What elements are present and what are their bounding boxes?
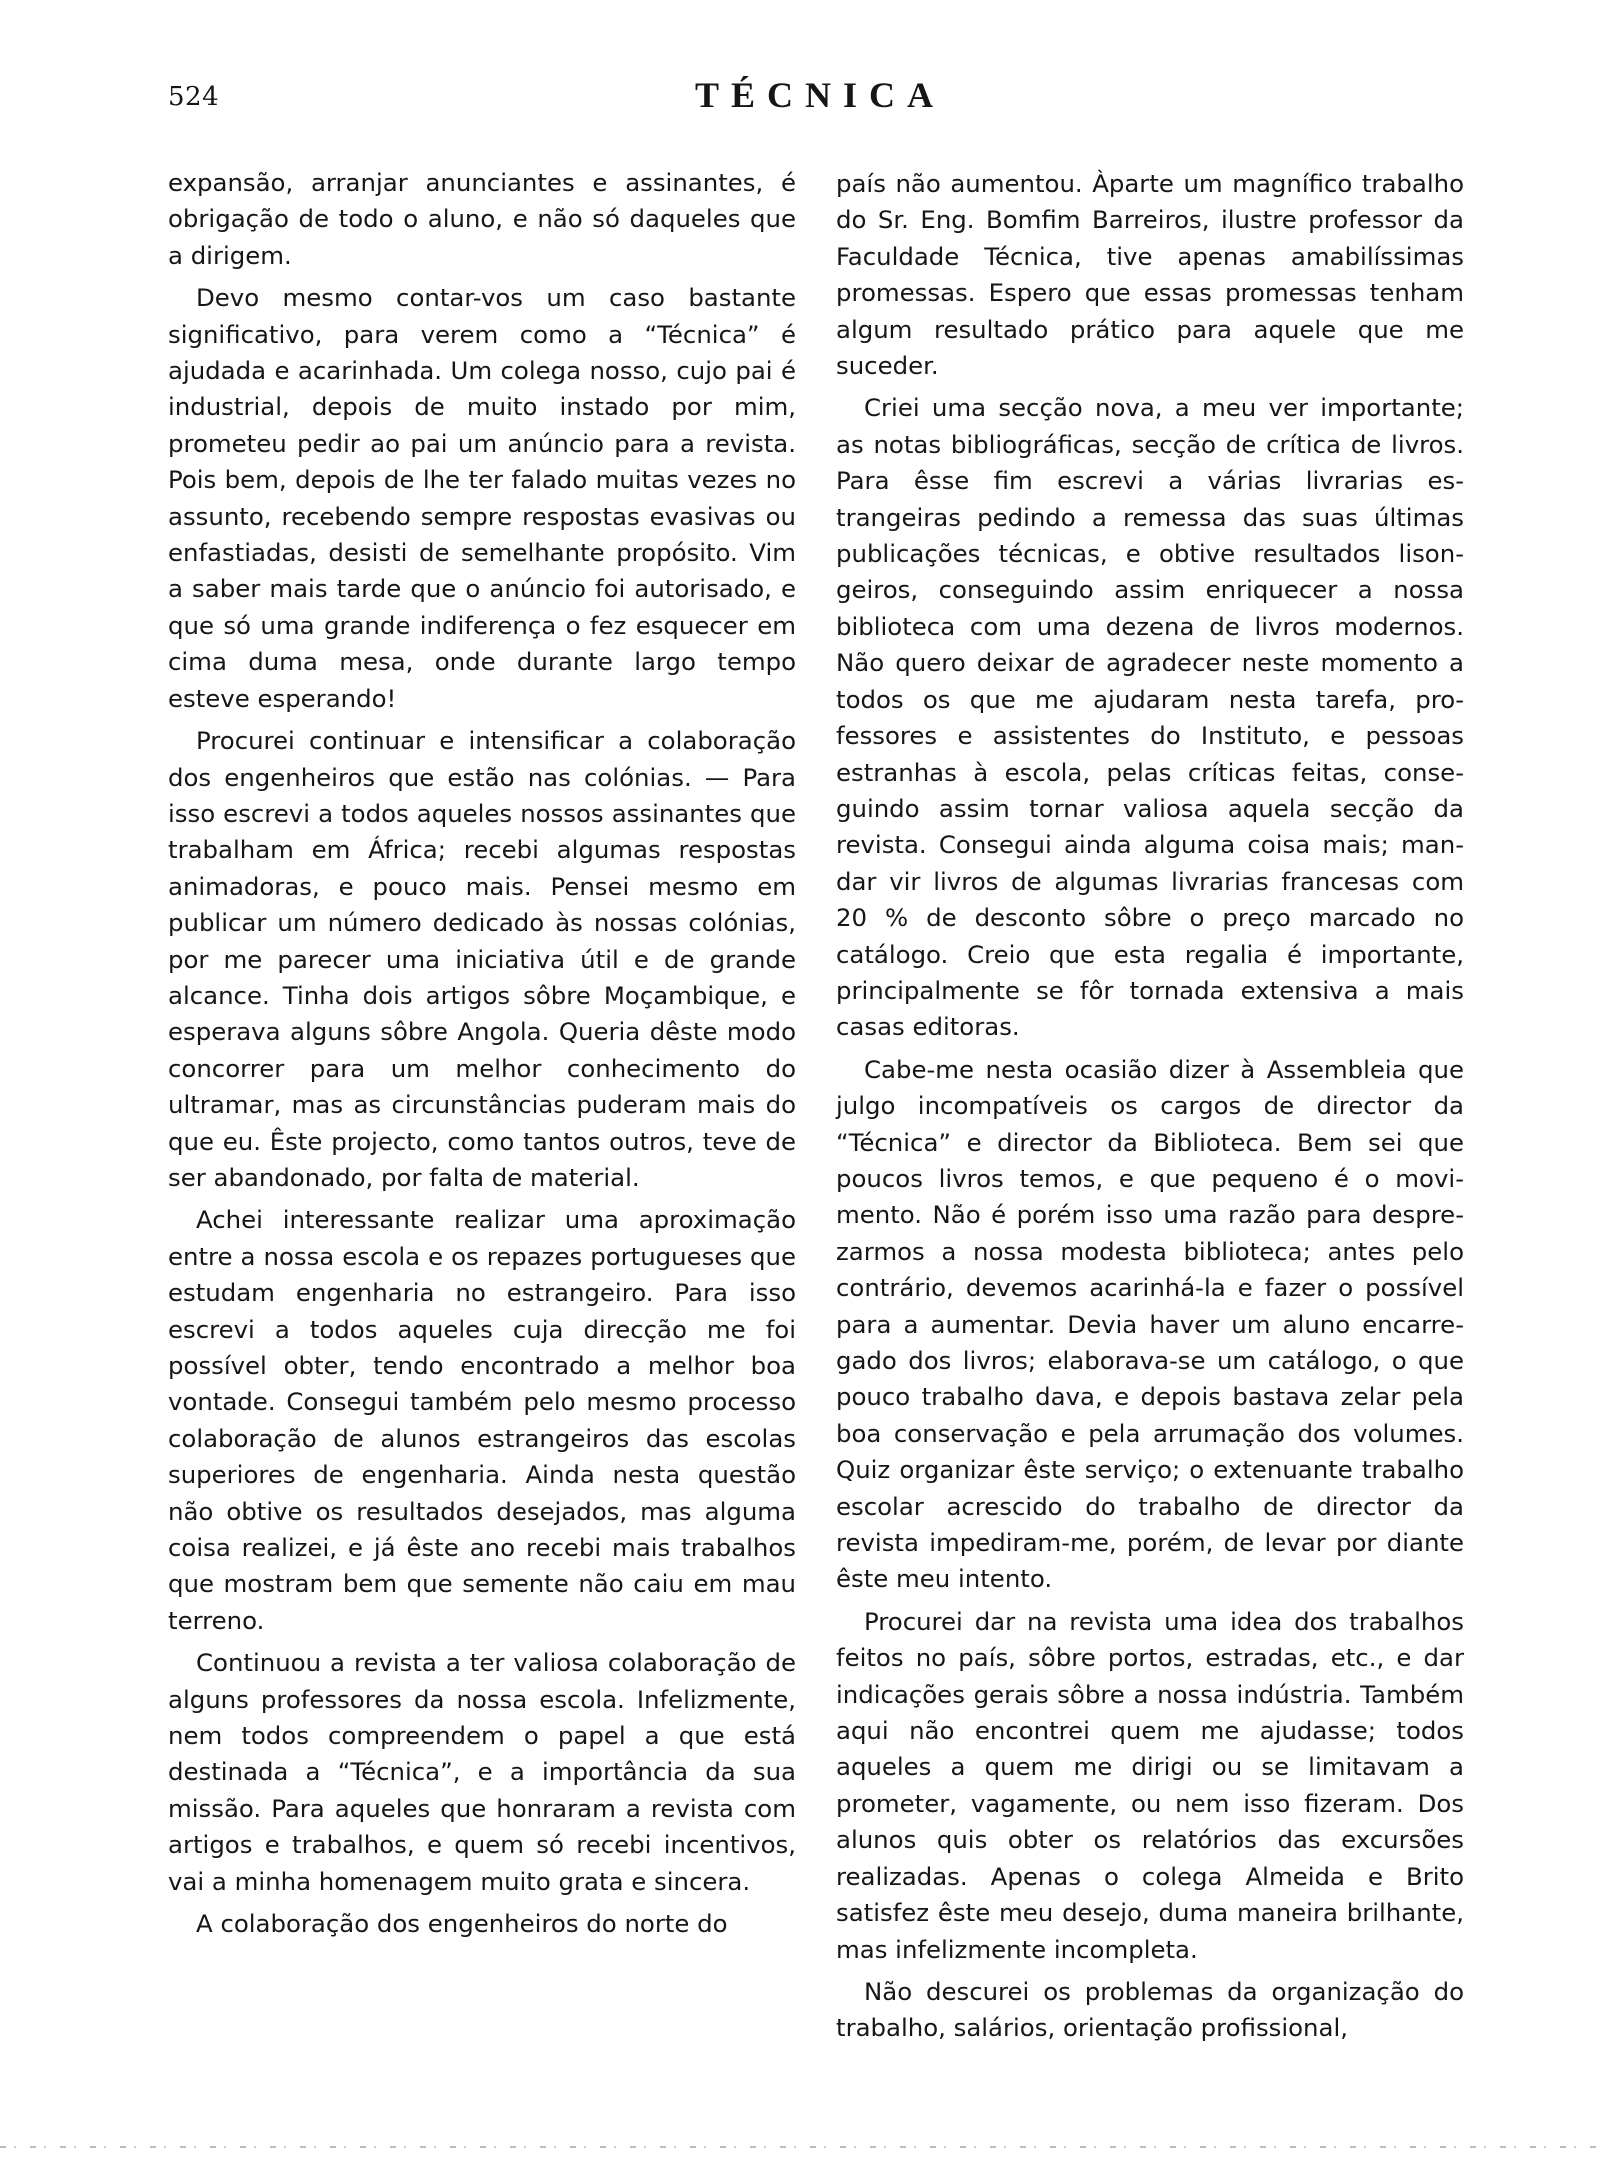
paragraph: país não aumentou. Àparte um magnífico trabalho do Sr. Eng. Bomfim Barreiros, ilustre professor da Faculdade Técnica, tive apenas amabilíssimas promessas. Espero que essas promessas tenham algum resultado prático para aquele que me suceder. — [836, 169, 1464, 381]
scan-edge-marks — [0, 2146, 1600, 2148]
page-number: 524 — [168, 82, 220, 112]
paragraph: Devo mesmo contar-vos um caso bastante significativo, para verem como a “Técnica” é ajudada e acarinhada. Um colega nosso, cujo pai é industrial, depois de muito instado por mim, prometeu pedir ao pai um anúncio para a revista. Pois bem, depois de lhe ter falado muitas vezes no assunto, recebendo sempre respostas evasivas ou enfastiadas, desisti de semelhante propósito. Vim a saber mais tarde que o anúncio foi autorisado, e que só uma grande indiferença o fez esquecer em cima duma mesa, onde durante largo tempo esteve esperando! — [168, 283, 796, 713]
paragraph: expansão, arranjar anunciantes e assinantes, é obrigação de todo o aluno, e não só daqueles que a dirigem. — [168, 168, 796, 270]
right-column — [836, 166, 1464, 2053]
paragraph: Cabe-me nesta ocasião dizer à Assembleia que julgo incompatíveis os cargos de director da “Técnica” e director da Biblioteca. Bem sei que poucos livros temos, e que pequeno é o movimento. Não é porém isso uma razão para desprezarmos a nossa modesta biblioteca; antes pelo contrário, devemos acarinhá-la e fazer o possível para a aumentar. Devia haver um aluno encarregado dos livros; elaborava-se um catálogo, o que pouco trabalho dava, e depois bastava zelar pela boa conservação e pela arrumação dos volumes. Quiz organizar êste serviço; o extenuante trabalho escolar acrescido do trabalho de director da revista impediram-me, porém, de levar por diante êste meu intento. — [836, 1054, 1464, 1594]
paragraph: Achei interessante realizar uma aproximação entre a nossa escola e os repazes portugueses que estudam engenharia no estrangeiro. Para isso escrevi a todos aqueles cuja direcção me foi possível obter, tendo encontrado a melhor boa vontade. Consegui também pelo mesmo processo colaboração de alunos estrangeiros das escolas superiores de engenharia. Ainda nesta questão não obtive os resultados desejados, mas alguma coisa realizei, e já êste ano recebi mais trabalhos que mostram bem que semente não caiu em mau terreno. — [168, 1205, 796, 1635]
paragraph: Criei uma secção nova, a meu ver importante; as notas bibliográficas, secção de crítica de livros. Para êsse fim escrevi a várias livrarias estrangeiras pedindo a remessa das suas últimas publicações técnicas, e obtive resultados lisongeiros, conseguindo assim enriquecer a nossa biblioteca com uma dezena de livros modernos. Não quero deixar de agradecer neste momento a todos os que me ajudaram nesta tarefa, professores e assistentes do Instituto, e pessoas estranhas à escola, pelas críticas feitas, conseguindo assim tornar valiosa aquela secção da revista. Consegui ainda alguma coisa mais; mandar vir livros de algumas livrarias francesas com 20 % de desconto sôbre o preço marcado no catálogo. Creio que esta regalia é importante, principalmente se fôr tornada extensiva a mais casas editoras. — [836, 393, 1464, 1042]
paragraph: Não descurei os problemas da organização do trabalho, salários, orientação profissional, — [836, 1976, 1464, 2043]
left-column — [168, 165, 796, 1949]
running-title: TÉCNICA — [694, 75, 946, 115]
paragraph: Continuou a revista a ter valiosa colaboração de alguns professores da nossa escola. Infelizmente, nem todos compreendem o papel a que está destinada a “Técnica”, e a importância da sua missão. Para aqueles que honraram a revista com artigos e trabalhos, e quem só recebi incentivos, vai a minha homenagem muito grata e sincera. — [168, 1648, 796, 1896]
paragraph: A colaboração dos engenheiros do norte do — [196, 1909, 728, 1939]
paragraph: Procurei continuar e intensificar a colaboração dos engenheiros que estão nas colónias. — Para isso escrevi a todos aqueles nossos assinantes que trabalham em África; recebi algumas respostas animadoras, e pouco mais. Pensei mesmo em publicar um número dedicado às nossas colónias, por me parecer uma iniciativa útil e de grande alcance. Tinha dois artigos sôbre Moçambique, e esperava alguns sôbre Angola. Queria dêste modo concorrer para um melhor conhecimento do ultramar, mas as circunstâncias puderam mais do que eu. Êste projecto, como tantos outros, teve de ser abandonado, por falta de material. — [168, 726, 796, 1192]
paragraph: Procurei dar na revista uma idea dos trabalhos feitos no país, sôbre portos, estradas, etc., e dar indicações gerais sôbre a nossa indústria. Também aqui não encontrei quem me ajudasse; todos aqueles a quem me dirigi ou se limitavam a prometer, vagamente, ou nem isso fizeram. Dos alunos quis obter os relatórios das excursões realizadas. Apenas o colega Almeida e Brito satisfez êste meu desejo, duma maneira brilhante, mas infelizmente incompleta. — [836, 1606, 1464, 1964]
